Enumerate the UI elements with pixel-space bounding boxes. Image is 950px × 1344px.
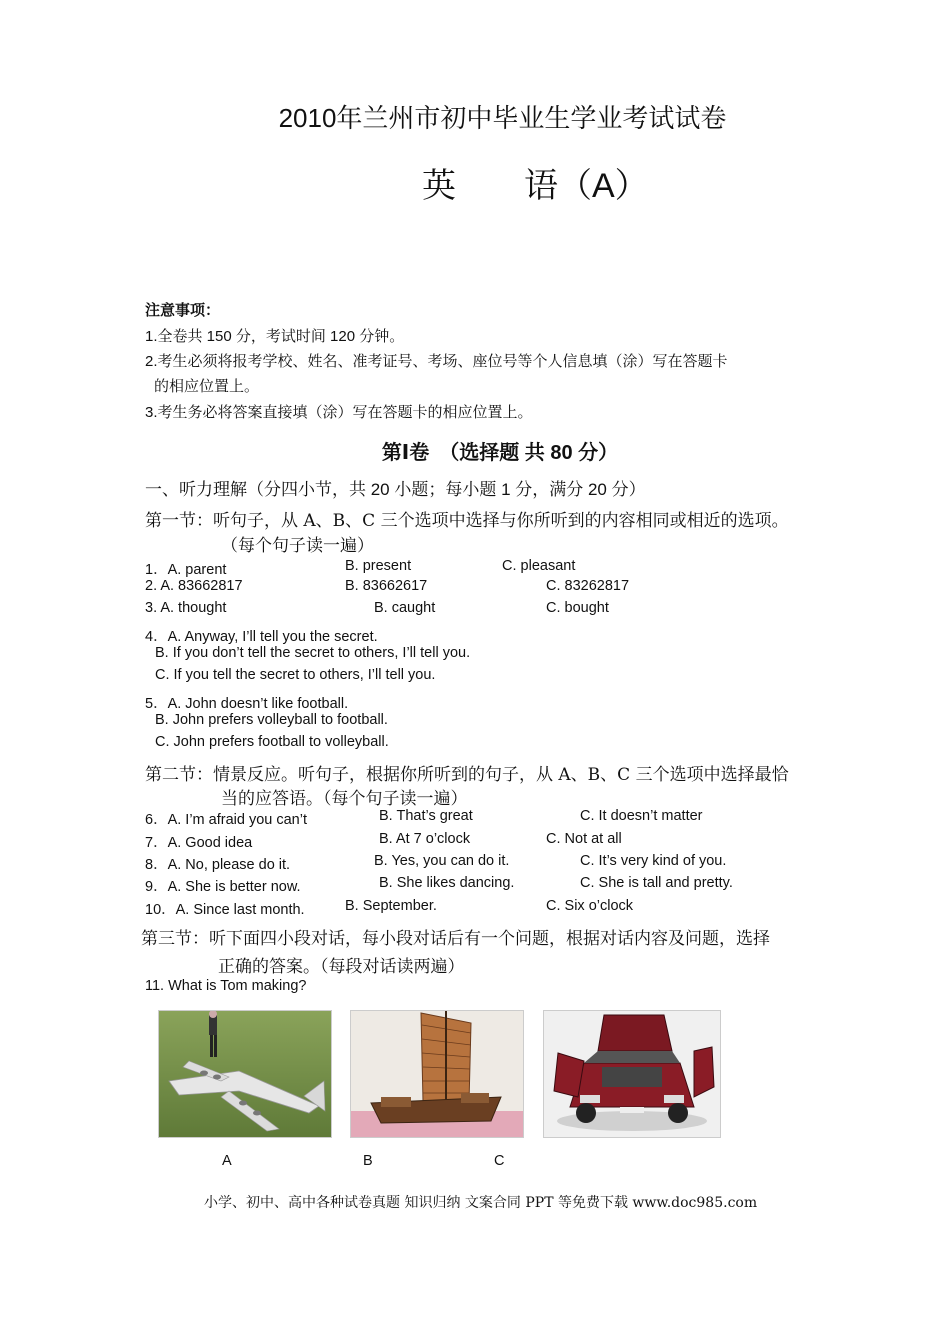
- q6-option-a: 6．A. I’m afraid you can’t: [145, 812, 307, 828]
- exam-title: 2010年兰州市初中毕业生学业考试试卷: [278, 103, 727, 133]
- section2-instruction: 第二节：情景反应。听句子，根据你所听到的句子，从 A、B、C 三个选项中选择最恰: [145, 765, 789, 785]
- q1-option-c: C. pleasant: [502, 558, 576, 574]
- q2-option-c: C. 83262817: [546, 578, 630, 594]
- note-item-2: 2.考生必须将报考学校、姓名、准考证号、考场、座位号等个人信息填（涂）写在答题卡: [145, 353, 728, 370]
- image-label-a: A: [222, 1153, 232, 1169]
- airplane-image: [158, 1010, 332, 1138]
- q5-option-b: B. John prefers volleyball to football.: [155, 712, 388, 728]
- q10-option-a: 10．A. Since last month.: [145, 902, 305, 918]
- q6-option-c: C. It doesn’t matter: [580, 808, 703, 824]
- q9-option-a: 9．A. She is better now.: [145, 879, 301, 895]
- section3-instruction: 第三节：听下面四小段对话，每小段对话后有一个问题，根据对话内容及问题，选择: [141, 929, 770, 949]
- section1-instruction-cont: （每个句子读一遍）: [221, 536, 374, 556]
- q3-option-c: C. bought: [546, 600, 609, 616]
- q3-option-b: B. caught: [374, 600, 436, 616]
- q4-option-a: 4．A. Anyway, I’ll tell you the secret.: [145, 629, 378, 645]
- q8-option-b: B. Yes, you can do it.: [374, 853, 510, 869]
- q8-option-c: C. It’s very kind of you.: [580, 853, 727, 869]
- q9-option-c: C. She is tall and pretty.: [580, 875, 733, 891]
- car-image: [543, 1010, 721, 1138]
- image-label-c: C: [494, 1153, 505, 1169]
- section3-instruction-cont: 正确的答案。（每段对话读两遍）: [218, 957, 465, 977]
- note-item-3: 3.考生务必将答案直接填（涂）写在答题卡的相应位置上。: [145, 404, 533, 421]
- image-label-b: B: [363, 1153, 373, 1169]
- ship-model-image: [350, 1010, 524, 1138]
- q10-option-c: C. Six o’clock: [546, 898, 634, 914]
- q1-option-a: 1．A. parent: [145, 562, 227, 578]
- part1-title: 一、听力理解（分四小节，共 20 小题；每小题 1 分，满分 20 分）: [145, 480, 646, 499]
- q4-option-c: C. If you tell the secret to others, I’ll tell you.: [155, 667, 436, 683]
- note-item-2-cont: 的相应位置上。: [154, 378, 260, 395]
- q5-option-c: C. John prefers football to volleyball.: [155, 734, 389, 750]
- q6-option-b: B. That’s great: [379, 808, 473, 824]
- q7-option-b: B. At 7 o’clock: [379, 831, 471, 847]
- notes-heading: 注意事项：: [145, 302, 221, 319]
- q11-question: 11. What is Tom making?: [145, 978, 307, 994]
- q5-option-a: 5．A. John doesn’t like football.: [145, 696, 349, 712]
- section2-instruction-cont: 当的应答语。（每个句子读一遍）: [221, 789, 468, 809]
- volume-title: 第Ⅰ卷 （选择题 共 80 分）: [381, 442, 619, 464]
- q9-option-b: B. She likes dancing.: [379, 875, 515, 891]
- q3-option-a: 3. A. thought: [145, 600, 227, 616]
- q4-option-b: B. If you don’t tell the secret to others, I’ll tell you.: [155, 645, 471, 661]
- q2-option-b: B. 83662617: [345, 578, 428, 594]
- note-item-1: 1.全卷共 150 分，考试时间 120 分钟。: [145, 328, 405, 345]
- q7-option-c: C. Not at all: [546, 831, 622, 847]
- subject-title: 英 语（A）: [422, 167, 649, 205]
- q8-option-a: 8．A. No, please do it.: [145, 857, 291, 873]
- section1-instruction: 第一节：听句子，从 A、B、C 三个选项中选择与你所听到的内容相同或相近的选项。: [145, 511, 789, 531]
- page-footer: 小学、初中、高中各种试卷真题 知识归纳 文案合同 PPT 等免费下载 www.doc985.com: [204, 1195, 758, 1211]
- q1-option-b: B. present: [345, 558, 412, 574]
- q10-option-b: B. September.: [345, 898, 437, 914]
- q7-option-a: 7．A. Good idea: [145, 835, 253, 851]
- q2-option-a: 2. A. 83662817: [145, 578, 243, 594]
